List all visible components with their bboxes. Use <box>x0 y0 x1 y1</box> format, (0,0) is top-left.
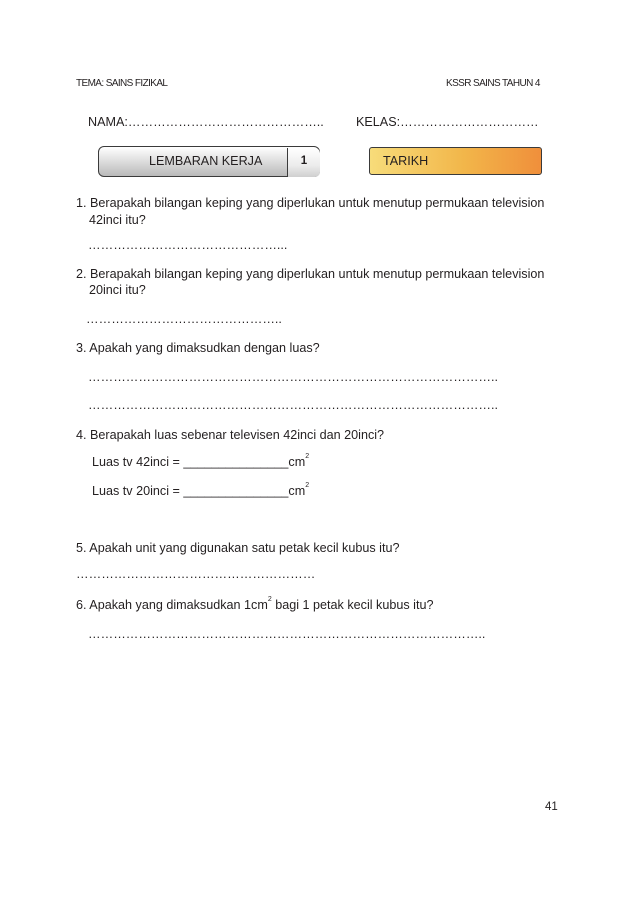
worksheet-banner <box>98 146 542 177</box>
area-20inch-line <box>92 484 309 498</box>
name-field: NAMA:……………………………………….. <box>88 115 324 129</box>
answer-line-6: ………………………………………………………………………………….. <box>88 627 486 641</box>
area-42inch-line <box>92 455 309 469</box>
question-2: 2. Berapakah bilangan keping yang diperlukan untuk menutup permukaan television <box>76 267 545 281</box>
worksheet-title-box <box>98 146 320 177</box>
superscript-2: 2 <box>305 482 310 489</box>
question-6 <box>76 598 433 612</box>
question-6-start: 6. Apakah yang dimaksudkan 1cm <box>76 598 268 612</box>
worksheet-number: 1 <box>300 155 308 167</box>
answer-line-3b: …………………………………………………………………………………….. <box>88 398 498 412</box>
question-2-continued: 20inci itu? <box>89 283 146 297</box>
header-theme: TEMA: SAINS FIZIKAL <box>76 78 168 89</box>
superscript-2: 2 <box>267 596 272 603</box>
question-4: 4. Berapakah luas sebenar televisen 42inci dan 20inci? <box>76 428 385 442</box>
question-3: 3. Apakah yang dimaksudkan dengan luas? <box>76 341 320 355</box>
area-42inch-text: Luas tv 42inci = _______________cm <box>92 455 306 469</box>
question-6-end: bagi 1 petak kecil kubus itu? <box>271 598 434 612</box>
date-label: TARIKH <box>383 154 429 168</box>
date-box <box>369 147 542 175</box>
question-1-continued: 42inci itu? <box>89 213 146 227</box>
answer-line-5: ………………………………………………… <box>76 567 316 581</box>
class-field: KELAS:…………………………… <box>356 115 539 129</box>
superscript-2: 2 <box>305 453 310 460</box>
answer-line-3a: …………………………………………………………………………………….. <box>88 370 498 384</box>
worksheet-number-box <box>287 148 320 177</box>
answer-line-1: ………………………………………... <box>88 238 288 252</box>
worksheet-title: LEMBARAN KERJA <box>149 154 263 168</box>
question-1: 1. Berapakah bilangan keping yang diperlukan untuk menutup permukaan television <box>76 196 545 210</box>
area-20inch-text: Luas tv 20inci = _______________cm <box>92 484 306 498</box>
page-number: 41 <box>545 801 558 813</box>
question-5: 5. Apakah unit yang digunakan satu petak kecil kubus itu? <box>76 541 400 555</box>
header-course: KSSR SAINS TAHUN 4 <box>446 78 540 89</box>
answer-line-2: ……………………………………….. <box>86 312 282 326</box>
